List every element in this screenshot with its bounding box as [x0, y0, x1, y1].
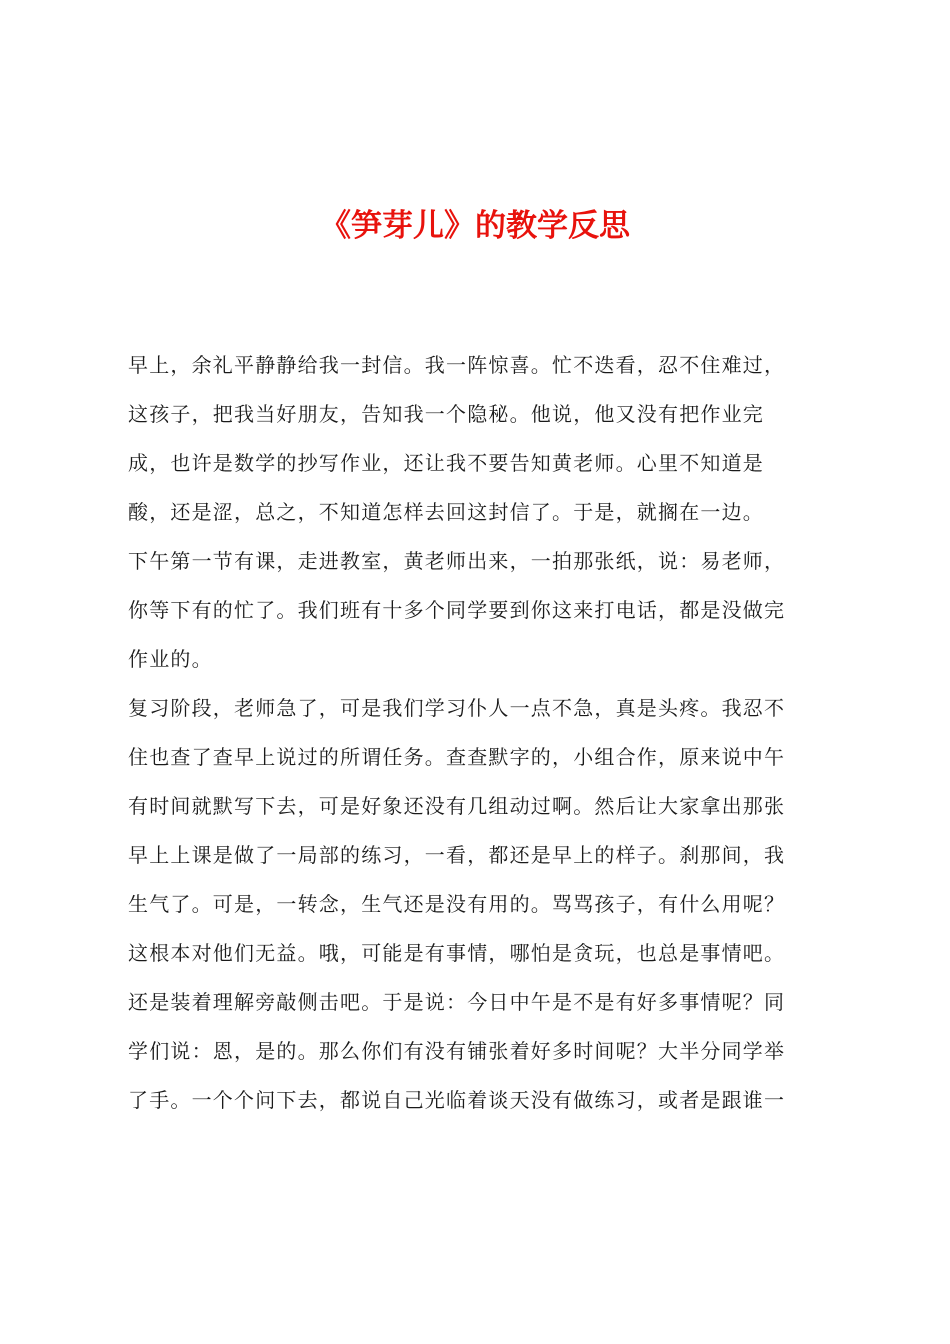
body-line: 复习阶段，老师急了，可是我们学习仆人一点不急，真是头疼。我忍不 [128, 696, 786, 720]
body-line: 了手。一个个问下去，都说自己光临着谈天没有做练习，或者是跟谁一 [128, 1088, 786, 1112]
document-body [128, 341, 831, 1125]
body-line: 早上上课是做了一局部的练习，一看，都还是早上的样子。刹那间，我 [128, 843, 786, 867]
body-line: 成，也许是数学的抄写作业，还让我不要告知黄老师。心里不知道是 [128, 451, 764, 475]
body-line: 你等下有的忙了。我们班有十多个同学要到你这来打电话，都是没做完 [128, 598, 786, 622]
body-line: 作业的。 [128, 647, 213, 671]
body-line: 还是装着理解旁敲侧击吧。于是说：今日中午是不是有好多事情呢？同 [128, 990, 786, 1014]
body-line: 住也查了查早上说过的所谓任务。查查默字的，小组合作，原来说中午 [128, 745, 786, 769]
body-line: 下午第一节有课，走进教室，黄老师出来，一拍那张纸，说：易老师， [128, 549, 786, 573]
body-line: 生气了。可是，一转念，生气还是没有用的。骂骂孩子，有什么用呢？ [128, 892, 786, 916]
body-line: 这根本对他们无益。哦，可能是有事情，哪怕是贪玩，也总是事情吧。 [128, 941, 786, 965]
body-line: 这孩子，把我当好朋友，告知我一个隐秘。他说，他又没有把作业完 [128, 402, 764, 426]
body-line: 有时间就默写下去，可是好象还没有几组动过啊。然后让大家拿出那张 [128, 794, 786, 818]
body-line: 早上，余礼平静静给我一封信。我一阵惊喜。忙不迭看，忍不住难过， [128, 353, 786, 377]
body-line: 学们说：恩，是的。那么你们有没有铺张着好多时间呢？大半分同学举 [128, 1039, 786, 1063]
document-title: 《笋芽儿》的教学反思 [320, 208, 630, 244]
body-line: 酸，还是涩，总之，不知道怎样去回这封信了。于是，就搁在一边。 [128, 500, 764, 524]
